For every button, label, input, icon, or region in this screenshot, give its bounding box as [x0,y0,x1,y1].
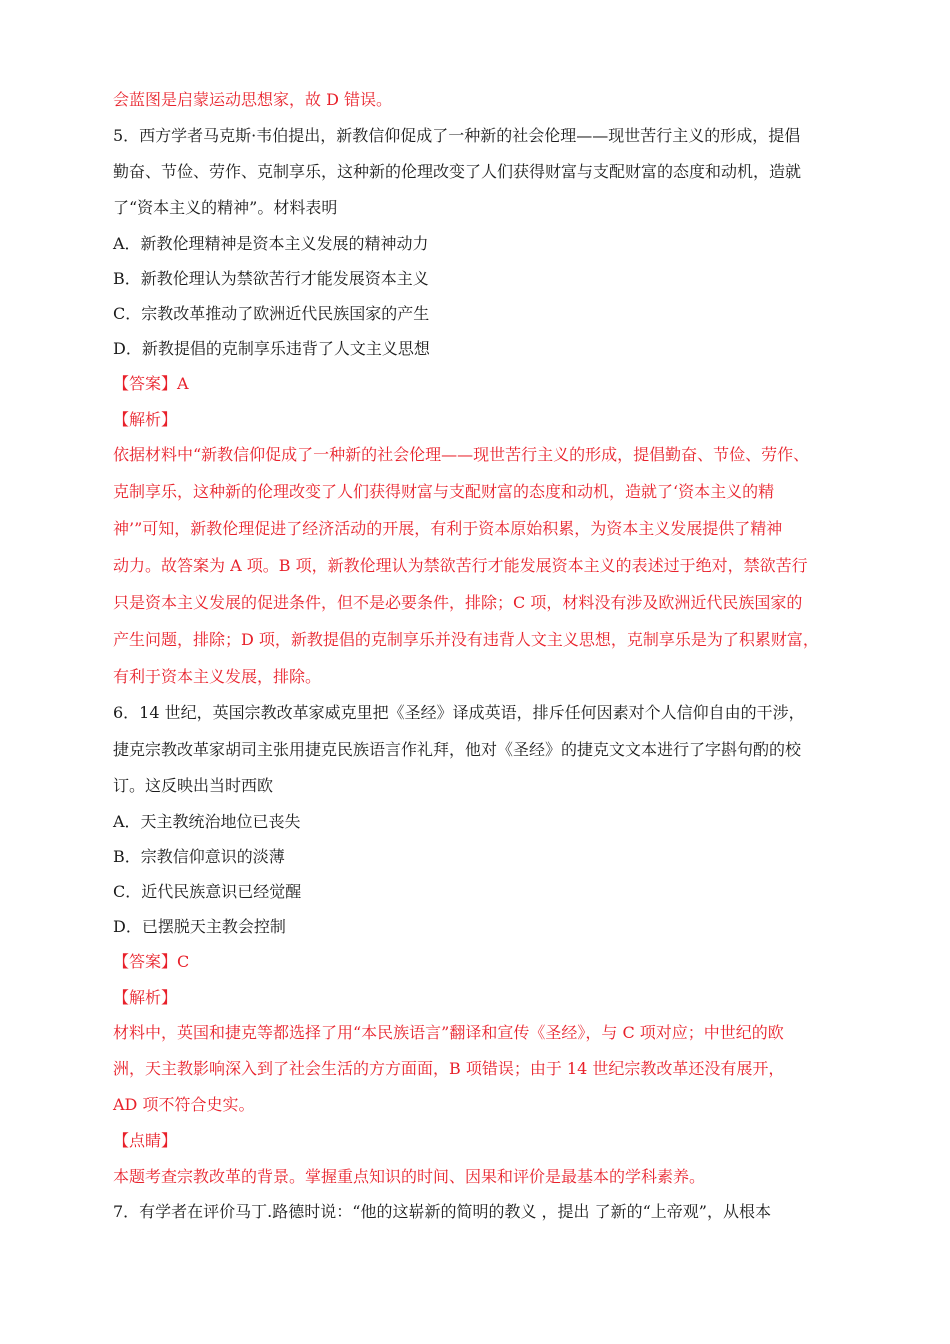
analysis-text: 产生问题，排除；D 项，新教提倡的克制享乐并没有违背人文主义思想，克制享乐是为了积累财富， [113,630,819,649]
analysis-label: 【解析】 [113,410,178,429]
question-5-stem: 勤奋、节俭、劳作、克制享乐，这种新的伦理改变了人们获得财富与支配财富的态度和动机，造就 [113,162,802,181]
analysis-text: 有利于资本主义发展，排除。 [113,667,322,686]
option-c: C．宗教改革推动了欧洲近代民族国家的产生 [113,304,430,323]
analysis-text: 材料中，英国和捷克等都选择了用“本民族语言”翻译和宣传《圣经》，与 C 项对应；中世纪的欧 [113,1023,784,1042]
answer-label: 【答案】C [113,952,190,971]
question-5-stem: 了“资本主义的精神”。材料表明 [113,198,338,217]
analysis-text: AD 项不符合史实。 [113,1095,255,1114]
tip-label: 【点睛】 [113,1131,178,1150]
tip-text: 本题考查宗教改革的背景。掌握重点知识的时间、因果和评价是最基本的学科素养。 [113,1167,706,1186]
option-c: C．近代民族意识已经觉醒 [113,882,302,901]
question-6-stem: 6．14 世纪，英国宗教改革家威克里把《圣经》译成英语，排斥任何因素对个人信仰自由的干涉， [113,703,805,722]
option-b: B．宗教信仰意识的淡薄 [113,847,285,866]
option-a: A．新教伦理精神是资本主义发展的精神动力 [113,234,429,253]
analysis-text: 只是资本主义发展的促进条件，但不是必要条件，排除；C 项，材料没有涉及欧洲近代民族国家的 [113,593,803,612]
option-b: B．新教伦理认为禁欲苦行才能发展资本主义 [113,269,429,288]
option-d: D．新教提倡的克制享乐违背了人文主义思想 [113,339,430,358]
text-line: 会蓝图是启蒙运动思想家，故 D 错误。 [113,90,393,109]
option-d: D．已摆脱天主教会控制 [113,917,286,936]
analysis-label: 【解析】 [113,988,178,1007]
question-6-stem: 捷克宗教改革家胡司主张用捷克民族语言作礼拜，他对《圣经》的捷克文文本进行了字斟句酌的校 [113,740,802,759]
analysis-text: 克制享乐，这种新的伦理改变了人们获得财富与支配财富的态度和动机，造就了‘资本主义的精 [113,482,775,501]
analysis-text: 神’”可知，新教伦理促进了经济活动的开展，有利于资本原始积累，为资本主义发展提供了精神 [113,519,783,538]
analysis-text: 洲，天主教影响深入到了社会生活的方方面面，B 项错误；由于 14 世纪宗教改革还没有展开， [113,1059,785,1078]
option-a: A．天主教统治地位已丧失 [113,812,301,831]
question-7-stem: 7．有学者在评价马丁.路德时说：“他的这崭新的简明的教义 ，提出 了新的“上帝观”，从根本 [113,1202,771,1221]
analysis-text: 依据材料中“新教信仰促成了一种新的社会伦理——现世苦行主义的形成，提倡勤奋、节俭、劳作、 [113,445,810,464]
question-6-stem: 订。这反映出当时西欧 [113,776,274,795]
answer-label: 【答案】A [113,374,189,393]
question-5-stem: 5．西方学者马克斯·韦伯提出，新教信仰促成了一种新的社会伦理——现世苦行主义的形成，提倡 [113,126,801,145]
analysis-text: 动力。故答案为 A 项。B 项，新教伦理认为禁欲苦行才能发展资本主义的表述过于绝对，禁欲苦行 [113,556,808,575]
